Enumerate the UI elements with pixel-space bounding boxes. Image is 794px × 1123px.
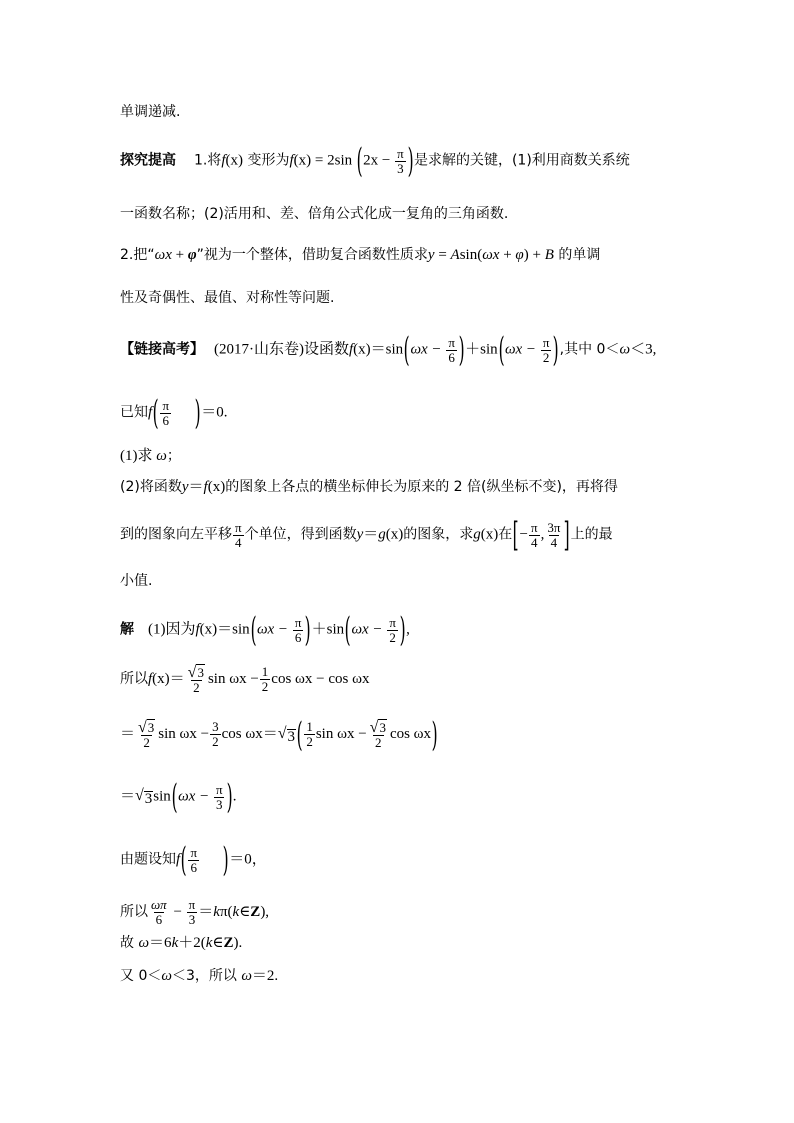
fraction-3-2: $\frac{3}{2}$ xyxy=(212,719,219,749)
fraction-sqrt3-2: √ 3 2 xyxy=(138,719,155,750)
fraction-3pi-4: $\frac{3\pi}{4}$ xyxy=(547,519,561,550)
fraction-pi-6: $\frac{\pi}{6}$ xyxy=(448,334,455,365)
text-line-tanjiu: 探究提高 1.将f(x) 变形为f(x) = 2sin (2x − $\frac{\pi}{3}$ )是求解的关键，(1)利用商数关系统 xyxy=(120,141,630,181)
solution-line-3: ＝ √ 3 2 sin ωx − $\frac{3}{2}$ cos ωx＝ √ 3 ( $\frac{1}{2}$ sin ωx − √ 3 2 cos ωx) xyxy=(120,714,438,755)
fraction-pi-3: $\frac{\pi}{3}$ xyxy=(188,897,196,927)
text-line-ba: 2.把“ωx + φ”视为一个整体，借助复合函数性质求y = Asin(ωx + φ) + B 的单调 xyxy=(120,247,601,263)
solution-line-6: 所以 $\frac{\omega\pi}{6}$ − $\frac{\pi}{3}$ ＝kπ(k∈Z), xyxy=(120,897,270,927)
fraction-sqrt3-2: √ 3 2 xyxy=(369,719,386,750)
solution-line-1: 解 (1)因为f(x)＝sin(ωx − $\frac{\pi}{6}$ )＋sin(ωx − $\frac{\pi}{2}$ ), xyxy=(120,610,410,650)
fraction-pi-6: $\frac{\pi}{6}$ xyxy=(162,397,170,428)
fraction-pi-3: $\frac{\pi}{3}$ xyxy=(215,781,223,812)
solution-line-2: 所以f(x)＝ √ 3 2 sin ωx − $\frac{1}{2}$ cos ωx − cos ωx xyxy=(120,664,370,695)
sqrt-3: √ 3 xyxy=(135,787,153,808)
text-line-yizhi: 已知f( $\frac{\pi}{6}$ )＝0. xyxy=(120,393,228,433)
fraction-pi-6: $\frac{\pi}{6}$ xyxy=(294,614,302,645)
question-1: (1)求 ω； xyxy=(120,448,181,464)
fraction-sqrt3-2: √ 3 2 xyxy=(187,664,204,695)
fraction-pi-3: $\frac{\pi}{3}$ xyxy=(397,145,404,176)
fraction-pi-4: $\frac{\pi}{4}$ xyxy=(235,519,242,550)
question-2: (2)将函数y＝f(x)的图象上各点的横坐标伸长为原来的 2 倍(纵坐标不变)，再将得 xyxy=(120,479,618,495)
text-line-lianjie: 【链接高考】 (2017·山东卷)设函数f(x)＝sin(ωx − $\frac{\pi}{6}$ )＋sin(ωx − $\frac{\pi}{2}$ ),其中 0＜ω＜3, xyxy=(120,330,657,370)
solution-line-7: 故 ω＝6k＋2(k∈Z). xyxy=(120,935,243,951)
fraction-pi-4: $\frac{\pi}{4}$ xyxy=(531,519,538,550)
fraction-1-2: $\frac{1}{2}$ xyxy=(306,719,313,749)
text-line-xing: 性及奇偶性、最值、对称性等问题. xyxy=(120,290,335,306)
solution-label: 解 xyxy=(120,621,134,638)
fraction-omegapi-6: $\frac{\omega\pi}{6}$ xyxy=(151,897,167,927)
fraction-pi-6: $\frac{\pi}{6}$ xyxy=(190,844,198,875)
fraction-pi-2: $\frac{\pi}{2}$ xyxy=(389,614,396,645)
section-label-tanjiu: 探究提高 xyxy=(120,152,176,169)
sqrt-3: √ 3 xyxy=(277,724,296,745)
text-line-dandiao: 单调递减. xyxy=(120,104,181,120)
solution-line-8: 又 0＜ω＜3，所以 ω＝2. xyxy=(120,968,279,984)
solution-line-4: ＝ √ 3 sin(ωx − $\frac{\pi}{3}$ ). xyxy=(120,777,237,817)
fraction-1-2: $\frac{1}{2}$ xyxy=(261,664,269,694)
section-label-lianjie: 【链接高考】 xyxy=(120,341,204,358)
fraction-pi-2: $\frac{\pi}{2}$ xyxy=(542,334,550,365)
text-line-xiao: 小值. xyxy=(120,573,153,589)
text-line-yihan: 一函数名称；(2)活用和、差、倍角公式化成一复角的三角函数. xyxy=(120,206,509,222)
solution-line-5: 由题设知f( $\frac{\pi}{6}$ )＝0， xyxy=(120,840,267,880)
question-2-cont: 到的图象向左平移 $\frac{\pi}{4}$ 个单位，得到函数y＝g(x)的图象，求g(x)在[− $\frac{\pi}{4}$ , $\frac{3\pi}{4}$ ]上的最 xyxy=(120,515,613,555)
